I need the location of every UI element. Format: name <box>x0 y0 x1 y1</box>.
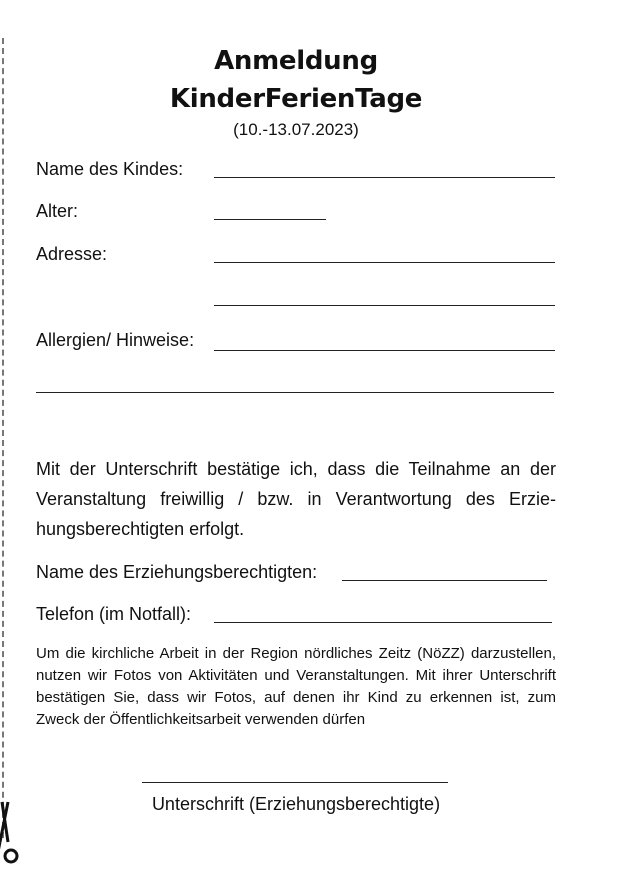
phone-field[interactable] <box>214 622 552 623</box>
allergies-field-line1[interactable] <box>214 350 555 351</box>
event-dates: (10.-13.07.2023) <box>233 120 359 139</box>
page-title-line1: Anmeldung <box>214 46 378 76</box>
signature-label: Unterschrift (Erziehungsberechtigte) <box>151 794 441 814</box>
signature-field[interactable] <box>142 782 448 783</box>
address-label: Adresse: <box>36 244 108 264</box>
page-title-line2: KinderFerienTage <box>169 84 423 114</box>
address-field-line2[interactable] <box>214 305 555 306</box>
consent-statement: Mit der Unterschrift bestätige ich, dass die Teilnahme an der Veranstaltung freiwillig / bzw. in Verantwortung des Erziehungsberechtigten erfolgt. <box>36 459 556 539</box>
age-label: Alter: <box>36 201 79 221</box>
allergies-label: Allergien/ Hinweise: <box>36 330 195 350</box>
photo-consent-notice: Um die kirchliche Arbeit in der Region nördliches Zeitz (NöZZ) darzustellen, nutzen wir Fotos von Aktivitäten und Veranstaltungen. Mit ihrer Unterschrift bestätigen Sie, dass wir Fotos, auf denen ihr Kind zu erkennen ist, zum Zweck der Öffentlichkeitsarbeit verwenden dürfen <box>36 645 556 728</box>
age-field[interactable] <box>214 219 326 220</box>
cut-line <box>2 38 4 838</box>
address-field-line1[interactable] <box>214 262 555 263</box>
phone-label: Telefon (im Notfall): <box>36 604 192 624</box>
child-name-field[interactable] <box>214 177 555 178</box>
child-name-label: Name des Kindes: <box>36 159 184 179</box>
guardian-name-field[interactable] <box>342 580 547 581</box>
allergies-field-line2[interactable] <box>36 392 554 393</box>
guardian-name-label: Name des Erziehungsberechtigten: <box>36 562 318 582</box>
